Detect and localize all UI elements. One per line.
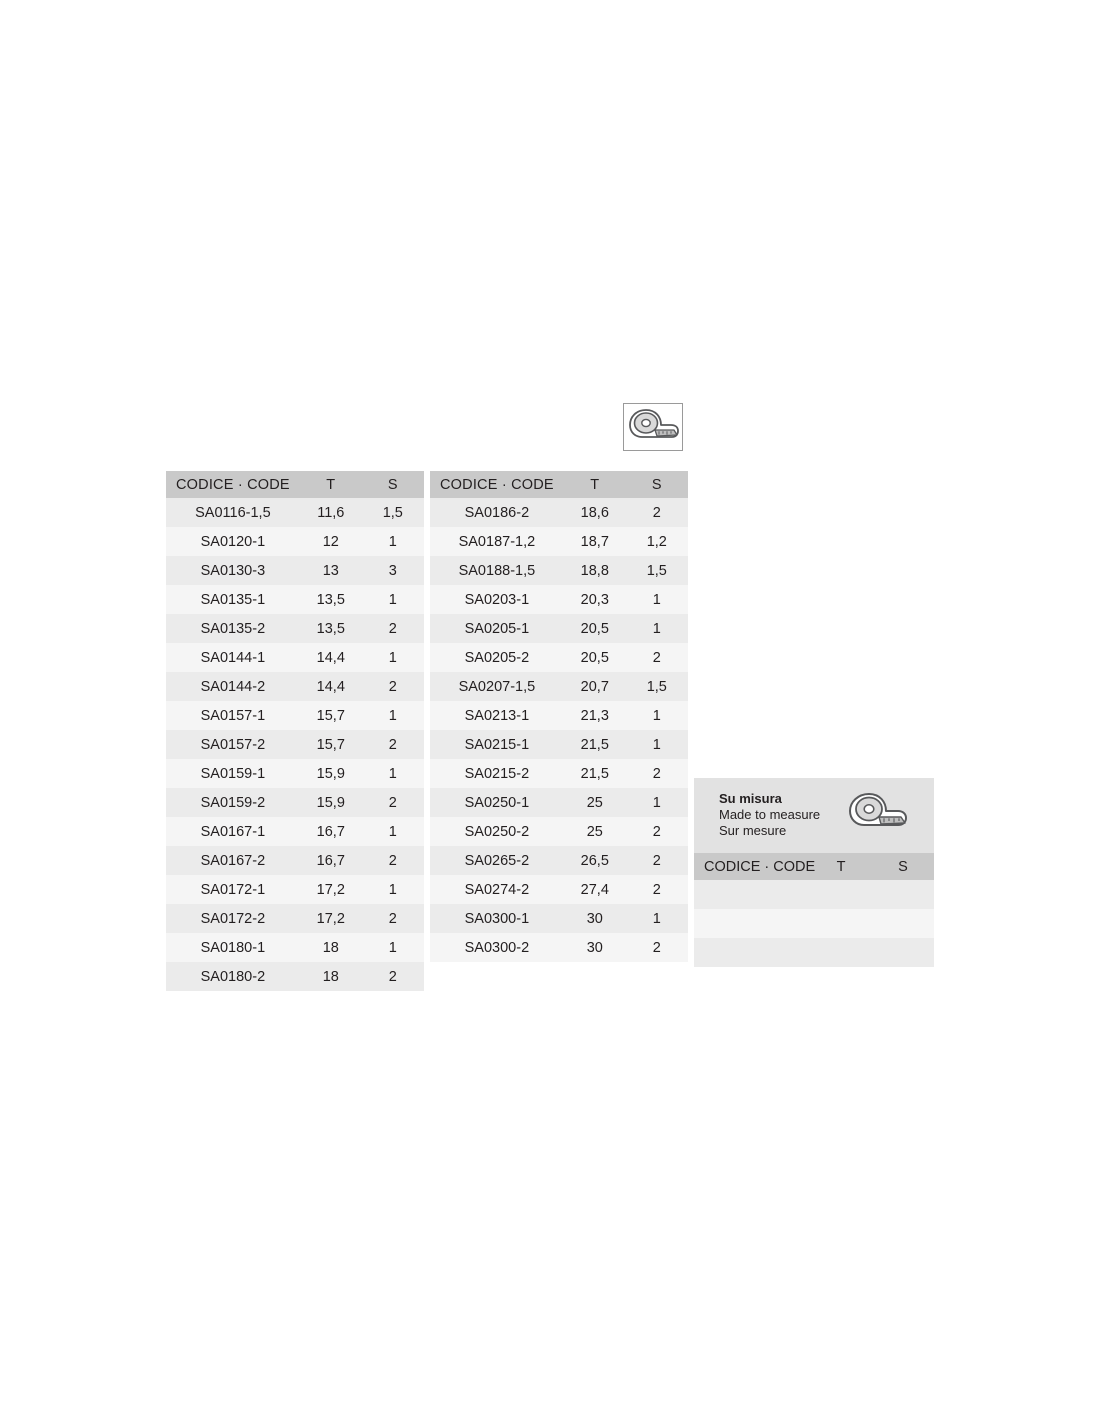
cell-t: 26,5	[564, 846, 626, 875]
cell-t: 17,2	[300, 904, 362, 933]
cell-code: SA0180-2	[166, 962, 300, 991]
table-row	[430, 788, 688, 817]
label-made-to-measure: Made to measure	[719, 807, 821, 822]
table-row	[166, 556, 424, 585]
table-row	[166, 846, 424, 875]
column-header-code: CODICE · CODE	[430, 471, 564, 498]
made-to-measure-panel	[694, 778, 934, 967]
cell-s: 1	[362, 759, 424, 788]
cell-code: SA0187-1,2	[430, 527, 564, 556]
cell-s: 1	[626, 904, 688, 933]
cell-t: 11,6	[300, 498, 362, 527]
cell-code: SA0215-2	[430, 759, 564, 788]
table-row	[166, 643, 424, 672]
cell-t: 15,7	[300, 701, 362, 730]
table-row	[166, 701, 424, 730]
cell-t: 16,7	[300, 846, 362, 875]
table-row	[166, 730, 424, 759]
table-row	[430, 498, 688, 527]
cell-code: SA0159-1	[166, 759, 300, 788]
cell-code[interactable]	[694, 938, 810, 967]
table-row	[166, 759, 424, 788]
table-row	[430, 672, 688, 701]
table-row	[430, 701, 688, 730]
column-header-s: S	[362, 471, 424, 498]
column-header-t: T	[564, 471, 626, 498]
cell-code: SA0186-2	[430, 498, 564, 527]
cell-s: 2	[626, 875, 688, 904]
cell-s: 1	[362, 701, 424, 730]
cell-s: 1	[362, 875, 424, 904]
cell-t: 17,2	[300, 875, 362, 904]
cell-s: 2	[362, 730, 424, 759]
cell-code: SA0250-1	[430, 788, 564, 817]
cell-s: 1	[626, 730, 688, 759]
column-header-code: CODICE · CODE	[694, 853, 810, 880]
cell-t: 21,3	[564, 701, 626, 730]
cell-s: 1	[362, 643, 424, 672]
measuring-tape-icon-box	[623, 403, 683, 451]
cell-s: 1,5	[626, 556, 688, 585]
cell-s: 1	[362, 817, 424, 846]
table-row	[430, 759, 688, 788]
table-row	[166, 875, 424, 904]
cell-code: SA0207-1,5	[430, 672, 564, 701]
cell-t: 21,5	[564, 759, 626, 788]
table-row	[430, 585, 688, 614]
cell-s: 1	[362, 933, 424, 962]
cell-code: SA0135-2	[166, 614, 300, 643]
table-row	[166, 614, 424, 643]
cell-s: 1,5	[362, 498, 424, 527]
column-header-t: T	[300, 471, 362, 498]
cell-code: SA0159-2	[166, 788, 300, 817]
table-row	[430, 527, 688, 556]
cell-t: 15,7	[300, 730, 362, 759]
cell-code: SA0167-2	[166, 846, 300, 875]
cell-t[interactable]	[810, 938, 872, 967]
cell-code: SA0300-2	[430, 933, 564, 962]
cell-s: 1,2	[626, 527, 688, 556]
cell-t: 12	[300, 527, 362, 556]
column-header-t: T	[810, 853, 872, 880]
cell-s: 1	[626, 585, 688, 614]
table-header-row	[166, 471, 424, 498]
label-sur-mesure: Sur mesure	[719, 823, 787, 838]
table-row[interactable]	[694, 880, 934, 909]
cell-s: 2	[626, 643, 688, 672]
cell-s: 2	[362, 788, 424, 817]
cell-s: 3	[362, 556, 424, 585]
table-row	[430, 904, 688, 933]
cell-code: SA0130-3	[166, 556, 300, 585]
table-row	[430, 817, 688, 846]
cell-t: 18,8	[564, 556, 626, 585]
table-row	[166, 527, 424, 556]
cell-s: 2	[362, 846, 424, 875]
cell-code[interactable]	[694, 909, 810, 938]
cell-s: 1	[362, 585, 424, 614]
table-row	[166, 933, 424, 962]
table-row	[166, 962, 424, 991]
cell-t: 13	[300, 556, 362, 585]
cell-t: 20,3	[564, 585, 626, 614]
table-row	[166, 817, 424, 846]
cell-s: 2	[626, 759, 688, 788]
cell-t: 18,6	[564, 498, 626, 527]
cell-code: SA0167-1	[166, 817, 300, 846]
cell-s: 2	[626, 498, 688, 527]
cell-code: SA0144-2	[166, 672, 300, 701]
made-to-measure-table	[694, 853, 934, 967]
table-row	[430, 846, 688, 875]
table-row	[430, 556, 688, 585]
spec-table-left	[166, 471, 424, 991]
cell-t: 20,7	[564, 672, 626, 701]
cell-s: 2	[362, 614, 424, 643]
table-row[interactable]	[694, 909, 934, 938]
cell-s: 2	[626, 846, 688, 875]
cell-t: 15,9	[300, 788, 362, 817]
cell-code: SA0274-2	[430, 875, 564, 904]
spec-table-middle	[430, 471, 688, 962]
label-su-misura: Su misura	[719, 791, 782, 806]
cell-t: 18,7	[564, 527, 626, 556]
cell-s[interactable]	[872, 909, 934, 938]
table-header-row	[694, 853, 934, 880]
cell-t: 20,5	[564, 643, 626, 672]
cell-code: SA0144-1	[166, 643, 300, 672]
cell-t: 20,5	[564, 614, 626, 643]
cell-t: 25	[564, 788, 626, 817]
cell-t: 15,9	[300, 759, 362, 788]
cell-t: 30	[564, 933, 626, 962]
table-row	[430, 933, 688, 962]
column-header-code: CODICE · CODE	[166, 471, 300, 498]
cell-t: 30	[564, 904, 626, 933]
table-row	[430, 730, 688, 759]
column-header-s: S	[626, 471, 688, 498]
table-row	[166, 498, 424, 527]
cell-code: SA0180-1	[166, 933, 300, 962]
cell-s[interactable]	[872, 938, 934, 967]
cell-code: SA0116-1,5	[166, 498, 300, 527]
cell-t: 13,5	[300, 614, 362, 643]
column-header-s: S	[872, 853, 934, 880]
cell-code: SA0135-1	[166, 585, 300, 614]
cell-t: 27,4	[564, 875, 626, 904]
cell-code: SA0265-2	[430, 846, 564, 875]
cell-t: 21,5	[564, 730, 626, 759]
cell-code: SA0120-1	[166, 527, 300, 556]
cell-s: 1	[626, 701, 688, 730]
cell-s: 2	[626, 933, 688, 962]
table-row	[166, 585, 424, 614]
cell-s: 2	[626, 817, 688, 846]
table-row	[166, 904, 424, 933]
cell-t: 14,4	[300, 643, 362, 672]
table-row	[430, 614, 688, 643]
cell-code: SA0203-1	[430, 585, 564, 614]
cell-code: SA0172-2	[166, 904, 300, 933]
cell-code: SA0157-2	[166, 730, 300, 759]
cell-code: SA0300-1	[430, 904, 564, 933]
cell-code: SA0172-1	[166, 875, 300, 904]
table-row[interactable]	[694, 938, 934, 967]
table-row	[430, 875, 688, 904]
cell-t[interactable]	[810, 880, 872, 909]
cell-code[interactable]	[694, 880, 810, 909]
table-header-row	[430, 471, 688, 498]
cell-t: 18	[300, 933, 362, 962]
cell-code: SA0215-1	[430, 730, 564, 759]
table-row	[166, 672, 424, 701]
cell-code: SA0157-1	[166, 701, 300, 730]
cell-s: 1	[626, 788, 688, 817]
cell-s[interactable]	[872, 880, 934, 909]
cell-t[interactable]	[810, 909, 872, 938]
cell-s: 2	[362, 672, 424, 701]
cell-s: 1	[362, 527, 424, 556]
cell-s: 2	[362, 962, 424, 991]
cell-code: SA0205-2	[430, 643, 564, 672]
cell-s: 1,5	[626, 672, 688, 701]
table-row	[166, 788, 424, 817]
cell-t: 14,4	[300, 672, 362, 701]
cell-code: SA0213-1	[430, 701, 564, 730]
cell-s: 2	[362, 904, 424, 933]
cell-code: SA0250-2	[430, 817, 564, 846]
cell-t: 18	[300, 962, 362, 991]
cell-t: 16,7	[300, 817, 362, 846]
measuring-tape-icon	[624, 404, 682, 450]
cell-code: SA0205-1	[430, 614, 564, 643]
table-row	[430, 643, 688, 672]
made-to-measure-header	[694, 778, 934, 853]
measuring-tape-icon	[846, 789, 912, 841]
cell-s: 1	[626, 614, 688, 643]
cell-code: SA0188-1,5	[430, 556, 564, 585]
cell-t: 25	[564, 817, 626, 846]
cell-t: 13,5	[300, 585, 362, 614]
